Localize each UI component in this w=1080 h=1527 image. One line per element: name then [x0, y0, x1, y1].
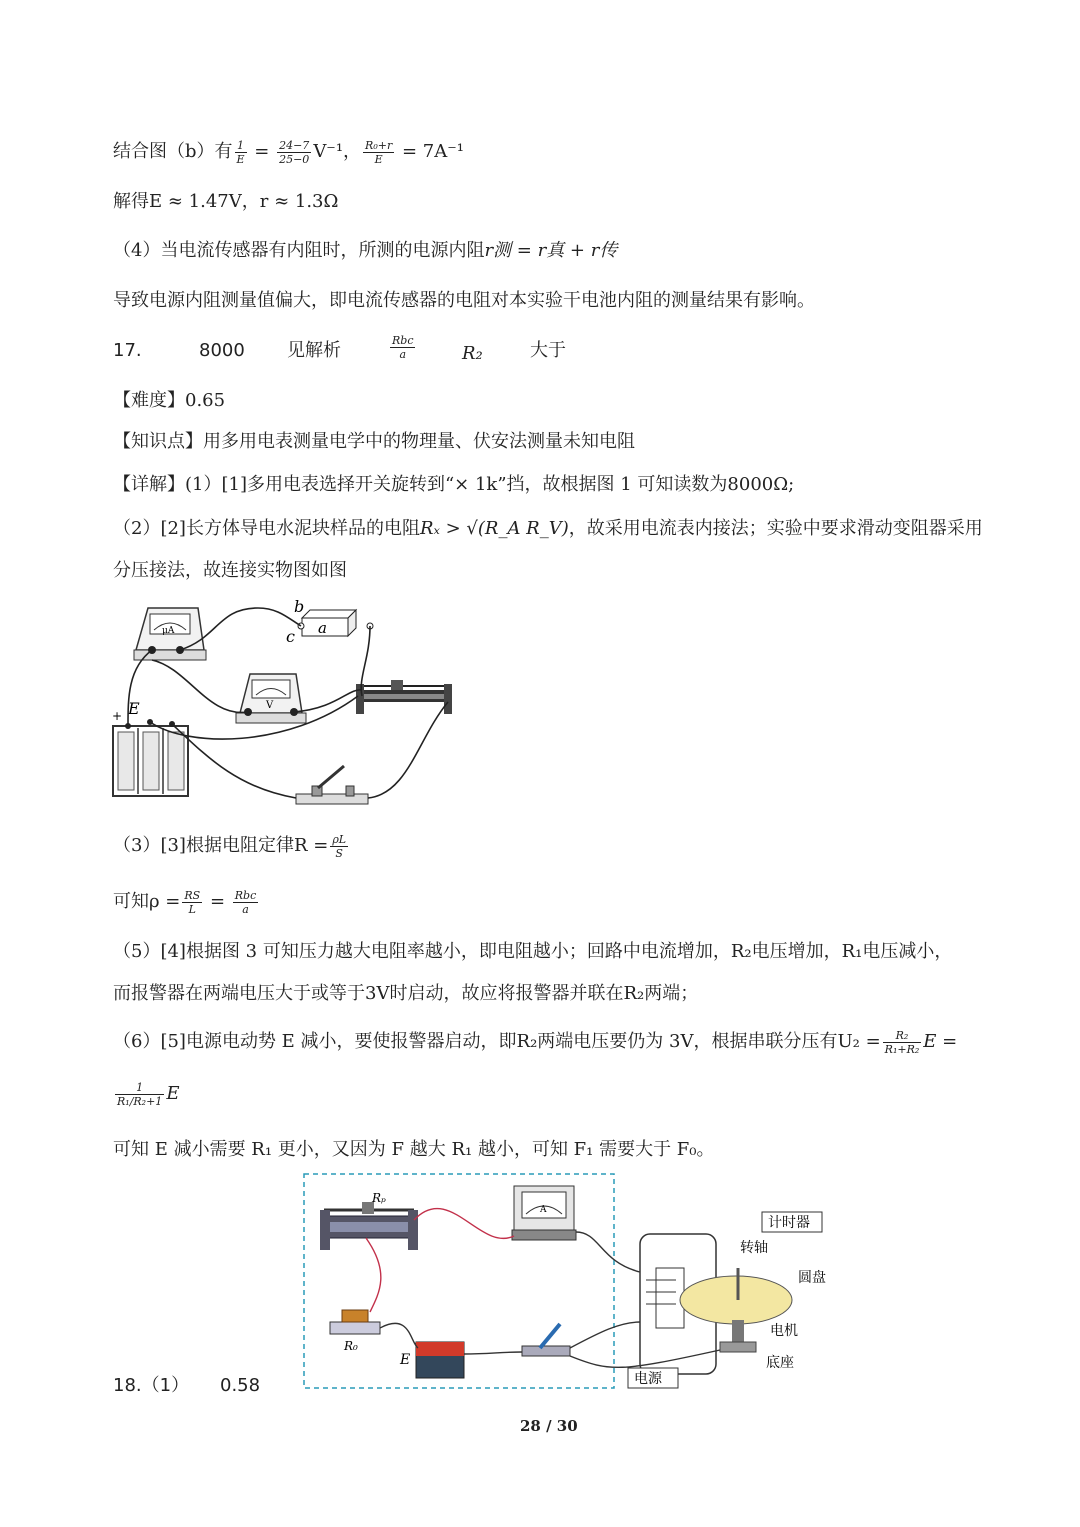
text: E [166, 1083, 180, 1104]
label-ua: μA [162, 626, 175, 636]
frac-den: a [242, 902, 249, 916]
text: V⁻¹， [313, 141, 362, 162]
label-b: b [294, 598, 305, 616]
difficulty: 【难度】0.65 [113, 390, 226, 411]
q17-answer-3 [388, 333, 417, 361]
label-a: a [318, 619, 327, 637]
frac-num: Rbc [392, 333, 414, 347]
label-e: E [128, 699, 140, 718]
resistor-block [286, 598, 373, 646]
detail-4 [113, 832, 350, 860]
q17-answer-5: 大于 [530, 340, 566, 361]
q17-answer-2: 见解析 [287, 340, 341, 361]
formula: r测 = r真 + r传 [484, 240, 618, 261]
text: 可知ρ = [113, 891, 181, 912]
switch2-icon [522, 1324, 570, 1356]
detail-2 [113, 515, 983, 543]
resistor-r0-icon [330, 1310, 380, 1353]
label-plus: + [112, 709, 123, 723]
text: （3）[3]根据电阻定律R = [113, 835, 329, 856]
timer-apparatus [628, 1212, 826, 1388]
text: = 7A⁻¹ [401, 141, 464, 162]
text: （2）[2]长方体导电水泥块样品的电阻 [113, 518, 420, 539]
rheostat-rp-icon [320, 1191, 418, 1250]
detail-8 [113, 1028, 957, 1056]
label-timer: 计时器 [768, 1215, 810, 1231]
label-motor: 电机 [770, 1323, 798, 1339]
voltmeter-icon [236, 674, 306, 723]
label-shaft: 转轴 [740, 1240, 768, 1256]
label-disk: 圆盘 [798, 1270, 826, 1286]
q18-answer: 0.58 [220, 1375, 261, 1396]
frac-num: R₂ [883, 1029, 922, 1043]
q18-label: 18.（1） [113, 1375, 190, 1396]
circuit-figure-2 [300, 1172, 840, 1394]
text: ，故采用电流表内接法；实验中要求滑动变阻器采用 [568, 518, 983, 539]
label-power: 电源 [634, 1371, 662, 1387]
detail-5: 可知ρ = $\frac{RS}{L}$ = $\frac{\text{Rbc}}{a}$ [113, 888, 257, 916]
q17-answer-1: 8000 [199, 340, 245, 361]
frac-den: a [399, 347, 407, 361]
q17-number: 17. [113, 340, 142, 361]
frac-den: E [374, 152, 383, 166]
detail-9 [113, 1080, 179, 1108]
formula: Rₓ > √(R_A R_V) [419, 518, 569, 539]
frac-num: 1 [235, 139, 247, 153]
eq-line-2: 解得E ≈ 1.47V，r ≈ 1.3Ω [113, 191, 339, 212]
frac-num: 24−7 [279, 138, 310, 152]
rheostat-icon [356, 680, 452, 714]
switch-icon [296, 766, 368, 804]
frac-num: Rbc [234, 888, 257, 902]
label-meter-a: A [540, 1205, 547, 1215]
page-number: 28 / 30 [520, 1417, 578, 1435]
q17-answer-4: R₂ [462, 343, 483, 364]
frac-num: 1 [115, 1081, 164, 1095]
knowledge-points: 【知识点】用多用电表测量电学中的物理量、伏安法测量未知电阻 [113, 431, 635, 452]
frac-den: S [335, 846, 343, 860]
text: （4）当电流传感器有内阻时，所测的电源内阻 [113, 240, 485, 261]
text: E = [923, 1031, 958, 1052]
frac-den: 25−0 [279, 152, 310, 166]
label-v: V [266, 700, 274, 711]
label-rp: Rₚ [372, 1191, 386, 1205]
detail-1: 【详解】(1）[1]多用电表选择开关旋转到“× 1k”挡，故根据图 1 可知读数为8000Ω; [113, 474, 795, 495]
circuit-figure-1 [108, 598, 458, 813]
ammeter-icon [512, 1186, 576, 1240]
frac-num: R₀+r [365, 138, 393, 152]
battery-icon [112, 699, 188, 796]
microammeter-icon [134, 608, 206, 660]
frac-den: L [188, 902, 196, 916]
text: （6）[5]电源电动势 E 减小，要使报警器启动，即R₂两端电压要仍为 3V，根据串联分压有U₂ = [113, 1031, 881, 1052]
detail-6: （5）[4]根据图 3 可知压力越大电阻率越小，即电阻越小；回路中电流增加，R₂电压增加，R₁电压减小， [113, 941, 953, 962]
frac-num: RS [184, 888, 201, 902]
label-e2: E [400, 1352, 411, 1368]
frac-den: R₁+R₂ [884, 1042, 920, 1056]
line-4: 导致电源内阻测量值偏大，即电流传感器的电阻对本实验干电池内阻的测量结果有影响。 [113, 290, 815, 311]
detail-3: 分压接法，故连接实物图如图 [113, 560, 347, 581]
frac-den: R₁/R₂+1 [117, 1094, 163, 1108]
frac-den: E [236, 152, 245, 166]
line-3 [113, 237, 617, 265]
label-c: c [286, 627, 295, 646]
detail-7: 而报警器在两端电压大于或等于3V时启动，故应将报警器并联在R₂两端； [113, 983, 699, 1004]
eq-line-1: 结合图（b）有 $\frac{1}{E}$ = $\frac{24-7}{25-0}$ V⁻¹， $\frac{\text{R₀+r}}{E}$ = 7A⁻¹ [113, 138, 464, 166]
battery-e-icon [399, 1342, 464, 1378]
label-base: 底座 [766, 1355, 794, 1371]
frac-num: ρL [332, 832, 347, 846]
detail-10: 可知 E 减小需要 R₁ 更小，又因为 F 越大 R₁ 越小，可知 F₁ 需要大于 F₀。 [113, 1139, 715, 1160]
text: 结合图（b）有 [113, 141, 233, 162]
label-r0: R₀ [344, 1339, 358, 1353]
